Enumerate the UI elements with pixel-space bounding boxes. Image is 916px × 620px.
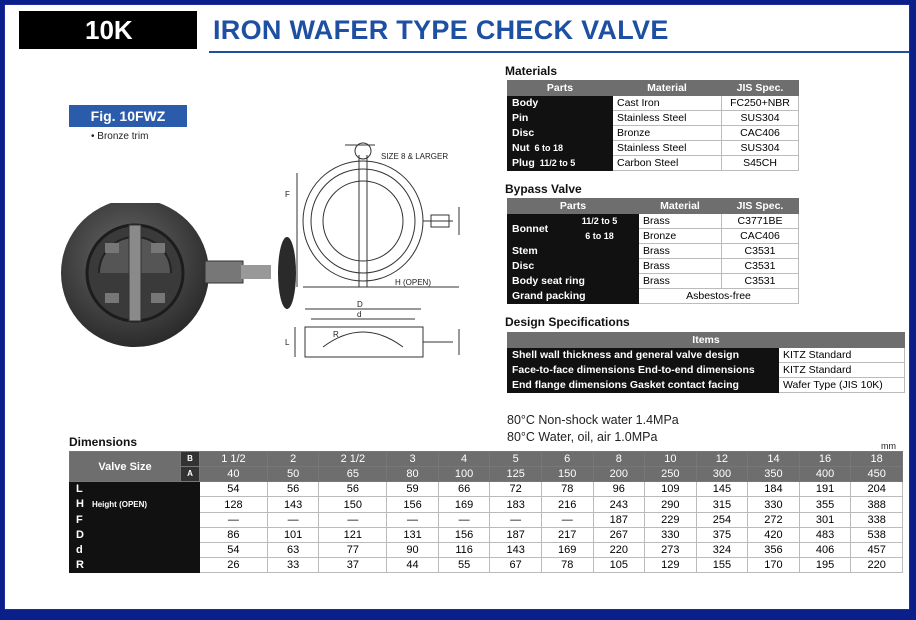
dimension-value: 169 — [541, 543, 593, 558]
materials-row — [508, 126, 799, 141]
dimension-value: 156 — [438, 528, 490, 543]
title-bar — [19, 11, 909, 51]
dimension-value: 131 — [387, 528, 439, 543]
material-spec: SUS304 — [722, 111, 799, 126]
size-row-b — [70, 452, 903, 467]
dimension-value: — — [490, 513, 542, 528]
dimension-value: 217 — [541, 528, 593, 543]
dimension-value: 216 — [541, 497, 593, 513]
dimension-label: H — [76, 498, 84, 510]
dimension-value: 155 — [696, 558, 748, 573]
dimension-value: 315 — [696, 497, 748, 513]
material-name: Bronze — [613, 126, 722, 141]
material-part: Nut — [512, 142, 530, 154]
dimension-value: 324 — [696, 543, 748, 558]
dimension-label: D — [76, 529, 84, 541]
bypass-part: Stem — [508, 244, 639, 259]
size-a: 50 — [267, 467, 319, 482]
material-part: Plug — [512, 157, 535, 169]
design-spec-row — [508, 363, 905, 378]
dimension-value: 330 — [748, 497, 800, 513]
size-row-a — [70, 467, 903, 482]
material-spec: FC250+NBR — [722, 96, 799, 111]
size-b: 8 — [593, 452, 645, 467]
bypass-row — [508, 214, 799, 229]
material-spec: SUS304 — [722, 141, 799, 156]
size-b: 1 1/2 — [200, 452, 268, 467]
materials-row — [508, 96, 799, 111]
material-name: Cast Iron — [613, 96, 722, 111]
bypass-spec: C3531 — [722, 259, 799, 274]
dimension-value: 143 — [267, 497, 319, 513]
unit-label: mm — [881, 441, 896, 451]
bypass-header-parts: Parts — [508, 199, 639, 214]
dimensions-table — [69, 451, 903, 573]
size-b: 2 1/2 — [319, 452, 387, 467]
design-spec-row — [508, 348, 905, 363]
dimension-value: — — [438, 513, 490, 528]
bypass-spec: CAC406 — [722, 229, 799, 244]
size-a: 350 — [748, 467, 800, 482]
dimension-value: 116 — [438, 543, 490, 558]
dimensions-title: Dimensions — [69, 435, 138, 449]
dimension-value: — — [267, 513, 319, 528]
bypass-part: Body seat ring — [508, 274, 639, 289]
r-label: R — [333, 330, 339, 339]
dimension-value: 204 — [851, 482, 903, 497]
dimension-value: 56 — [319, 482, 387, 497]
dimension-value: 86 — [200, 528, 268, 543]
dimension-value: 26 — [200, 558, 268, 573]
bypass-material: Bronze — [639, 229, 722, 244]
design-spec-item: End flange dimensions Gasket contact facing — [508, 378, 779, 393]
dimension-value: 59 — [387, 482, 439, 497]
dimension-value: 44 — [387, 558, 439, 573]
design-spec-row — [508, 378, 905, 393]
dimension-row — [70, 543, 903, 558]
size-b: 2 — [267, 452, 319, 467]
size-note: SIZE 8 & LARGER — [381, 152, 449, 161]
dimension-value: 388 — [851, 497, 903, 513]
dimension-row — [70, 497, 903, 513]
size-b: 12 — [696, 452, 748, 467]
dimension-value: 170 — [748, 558, 800, 573]
figure-number: Fig. 10FWZ — [69, 105, 187, 127]
dimension-value: 156 — [387, 497, 439, 513]
dimension-value: 187 — [490, 528, 542, 543]
design-spec-table — [507, 332, 905, 393]
size-b: 6 — [541, 452, 593, 467]
h-open-label: H (OPEN) — [395, 278, 431, 287]
materials-title: Materials — [505, 64, 558, 78]
dimension-value: — — [200, 513, 268, 528]
dimension-value: 33 — [267, 558, 319, 573]
dimension-value: 105 — [593, 558, 645, 573]
dimension-value: 273 — [645, 543, 697, 558]
materials-header-material: Material — [613, 81, 722, 96]
size-a: 80 — [387, 467, 439, 482]
bypass-row — [508, 244, 799, 259]
dimension-sublabel: Height (OPEN) — [91, 500, 148, 509]
dimension-value: 195 — [799, 558, 851, 573]
bypass-spec: C3531 — [722, 244, 799, 259]
size-b: 3 — [387, 452, 439, 467]
dimension-value: 169 — [438, 497, 490, 513]
dimension-value: 187 — [593, 513, 645, 528]
dimension-value: 72 — [490, 482, 542, 497]
dimension-value: 129 — [645, 558, 697, 573]
design-spec-item: Shell wall thickness and general valve design — [508, 348, 779, 363]
dimension-value: 150 — [319, 497, 387, 513]
design-spec-title: Design Specifications — [505, 315, 630, 329]
bypass-row — [508, 274, 799, 289]
size-a: 250 — [645, 467, 697, 482]
pressure-rating-2: 80°C Water, oil, air 1.0MPa — [507, 430, 658, 444]
l-label: L — [285, 338, 290, 347]
bypass-spec: C3771BE — [722, 214, 799, 229]
dimension-value: 538 — [851, 528, 903, 543]
dimension-value: 77 — [319, 543, 387, 558]
bypass-row — [508, 259, 799, 274]
dimension-value: 406 — [799, 543, 851, 558]
dimension-row — [70, 558, 903, 573]
size-b: 18 — [851, 452, 903, 467]
dimension-value: 355 — [799, 497, 851, 513]
valve-drawing — [283, 137, 513, 367]
dimension-value: — — [387, 513, 439, 528]
bypass-part: Grand packing — [508, 289, 639, 304]
dimension-value: 121 — [319, 528, 387, 543]
material-spec: CAC406 — [722, 126, 799, 141]
size-a: 300 — [696, 467, 748, 482]
material-part: Pin — [512, 112, 529, 124]
d-inner-label: d — [357, 310, 362, 319]
dimension-value: 290 — [645, 497, 697, 513]
dimension-value: 63 — [267, 543, 319, 558]
bypass-part-size: 11/2 to 5 — [561, 214, 639, 229]
materials-row — [508, 141, 799, 156]
size-b: 14 — [748, 452, 800, 467]
dimension-value: 55 — [438, 558, 490, 573]
dimension-value: 267 — [593, 528, 645, 543]
bypass-header-material: Material — [639, 199, 722, 214]
bypass-material: Brass — [639, 214, 722, 229]
size-a: 400 — [799, 467, 851, 482]
size-a: 125 — [490, 467, 542, 482]
dimension-value: 54 — [200, 482, 268, 497]
dimension-value: 301 — [799, 513, 851, 528]
dimension-value: — — [319, 513, 387, 528]
material-name: Stainless Steel — [613, 111, 722, 126]
dimension-value: 145 — [696, 482, 748, 497]
design-spec-value: KITZ Standard — [779, 348, 905, 363]
bypass-part-size: 6 to 18 — [561, 229, 639, 244]
dimension-value: 420 — [748, 528, 800, 543]
bypass-header-spec: JIS Spec. — [722, 199, 799, 214]
dimension-label: R — [76, 559, 84, 571]
material-spec: S45CH — [722, 156, 799, 171]
size-a: 40 — [200, 467, 268, 482]
dimension-label: d — [76, 544, 83, 556]
size-a: 200 — [593, 467, 645, 482]
bypass-spec: C3531 — [722, 274, 799, 289]
f-label: F — [285, 190, 290, 199]
bypass-material: Brass — [639, 259, 722, 274]
materials-header-parts: Parts — [508, 81, 613, 96]
dimension-value: 183 — [490, 497, 542, 513]
dimension-value: 457 — [851, 543, 903, 558]
bypass-title: Bypass Valve — [505, 182, 582, 196]
dimension-value: 37 — [319, 558, 387, 573]
size-a-label: A — [181, 467, 200, 482]
bypass-part: Disc — [508, 259, 639, 274]
size-b: 5 — [490, 452, 542, 467]
material-name: Stainless Steel — [613, 141, 722, 156]
design-spec-value: Wafer Type (JIS 10K) — [779, 378, 905, 393]
dimension-value: 101 — [267, 528, 319, 543]
dimension-value: 67 — [490, 558, 542, 573]
bypass-row — [508, 289, 799, 304]
dimension-row — [70, 513, 903, 528]
material-part-size: 6 to 18 — [534, 143, 564, 153]
size-a: 450 — [851, 467, 903, 482]
dimension-value: 109 — [645, 482, 697, 497]
dimension-value: 220 — [851, 558, 903, 573]
dimension-value: 243 — [593, 497, 645, 513]
material-part: Disc — [512, 127, 535, 139]
d-outer-label: D — [357, 300, 363, 309]
size-b: 16 — [799, 452, 851, 467]
size-b-label: B — [181, 452, 200, 467]
pressure-class-code: 10K — [19, 11, 197, 49]
dimension-value: 54 — [200, 543, 268, 558]
page-title: IRON WAFER TYPE CHECK VALVE — [213, 15, 669, 45]
datasheet-page — [4, 4, 910, 610]
dimension-value: 254 — [696, 513, 748, 528]
title-underline — [209, 51, 909, 53]
dimension-value: 191 — [799, 482, 851, 497]
valve-size-header: Valve Size — [70, 452, 181, 482]
size-a: 150 — [541, 467, 593, 482]
dimension-value: 184 — [748, 482, 800, 497]
dimension-label: F — [76, 514, 83, 526]
design-spec-item: Face-to-face dimensions End-to-end dimensions — [508, 363, 779, 378]
size-b: 4 — [438, 452, 490, 467]
bypass-part: Bonnet — [508, 214, 561, 244]
materials-table — [507, 80, 799, 171]
valve-photo — [55, 203, 300, 353]
size-b: 10 — [645, 452, 697, 467]
dimension-value: 96 — [593, 482, 645, 497]
dimension-value: 338 — [851, 513, 903, 528]
materials-row — [508, 111, 799, 126]
dimension-value: 483 — [799, 528, 851, 543]
dimension-row — [70, 528, 903, 543]
dimension-value: 229 — [645, 513, 697, 528]
design-spec-header: Items — [508, 333, 905, 348]
dimension-value: 375 — [696, 528, 748, 543]
material-name: Carbon Steel — [613, 156, 722, 171]
size-a: 100 — [438, 467, 490, 482]
trim-note: • Bronze trim — [91, 131, 149, 142]
dimension-value: 78 — [541, 558, 593, 573]
dimension-value: 330 — [645, 528, 697, 543]
dimension-value: 78 — [541, 482, 593, 497]
bypass-table — [507, 198, 799, 304]
bypass-material: Asbestos-free — [639, 289, 799, 304]
dimension-label: L — [76, 483, 83, 495]
dimension-value: 56 — [267, 482, 319, 497]
dimension-value: 220 — [593, 543, 645, 558]
dimension-value: 143 — [490, 543, 542, 558]
size-a: 65 — [319, 467, 387, 482]
dimension-value: 356 — [748, 543, 800, 558]
materials-header-spec: JIS Spec. — [722, 81, 799, 96]
material-part-size: 11/2 to 5 — [539, 158, 576, 168]
dimension-value: — — [541, 513, 593, 528]
bypass-material: Brass — [639, 274, 722, 289]
dimension-value: 128 — [200, 497, 268, 513]
design-spec-value: KITZ Standard — [779, 363, 905, 378]
dimension-value: 272 — [748, 513, 800, 528]
bypass-material: Brass — [639, 244, 722, 259]
dimension-row — [70, 482, 903, 497]
pressure-rating-1: 80°C Non-shock water 1.4MPa — [507, 413, 679, 427]
materials-row — [508, 156, 799, 171]
dimension-value: 66 — [438, 482, 490, 497]
material-part: Body — [512, 97, 539, 109]
dimension-value: 90 — [387, 543, 439, 558]
